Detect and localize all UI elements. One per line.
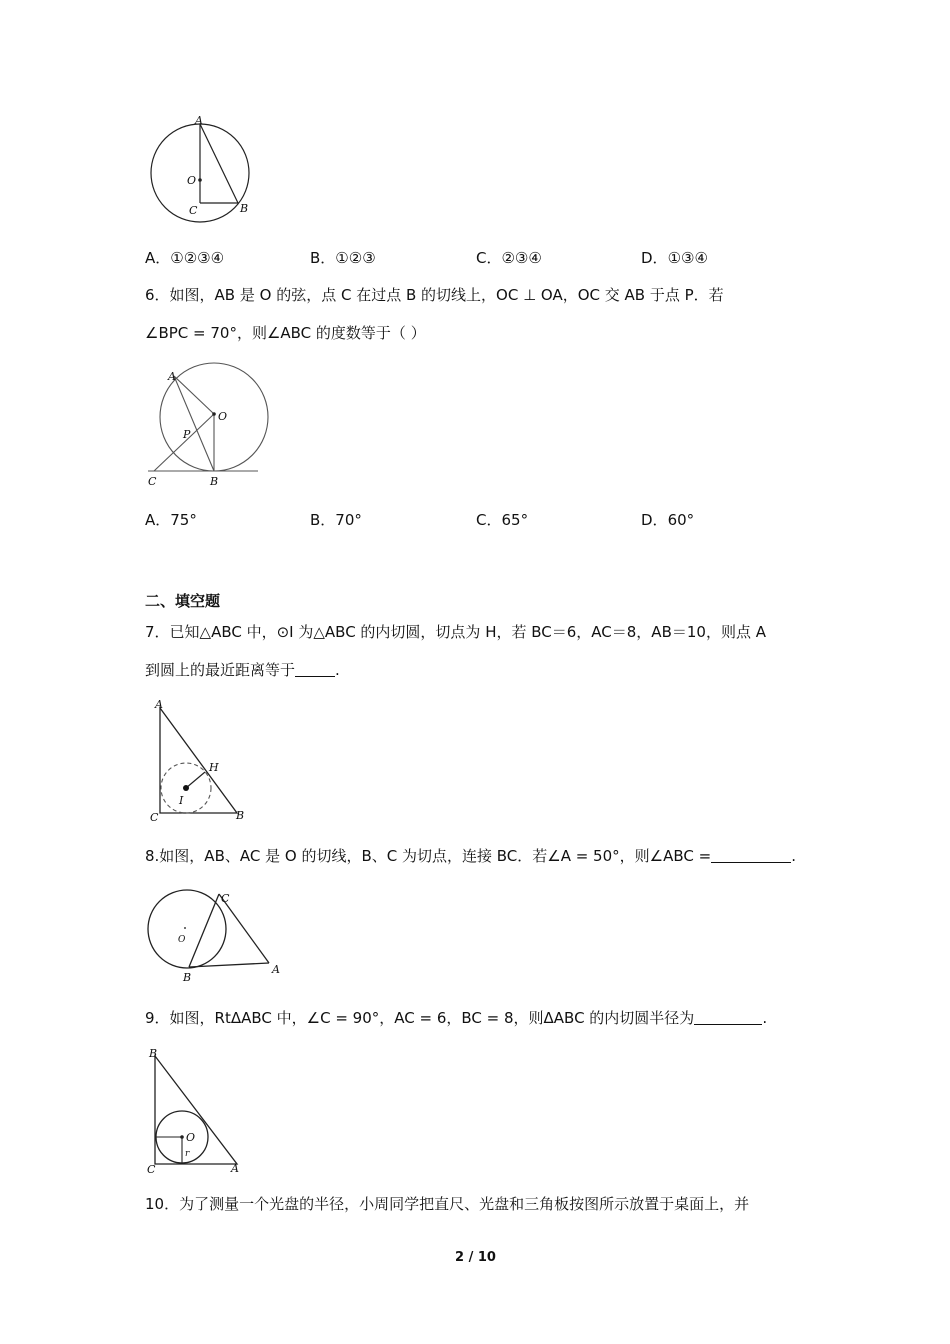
q6-figure <box>140 360 280 492</box>
q6-label-p: P <box>183 428 191 441</box>
q9-label-b: B <box>149 1047 158 1060</box>
q8-label-c: C <box>221 892 230 905</box>
q8-label-b: B <box>183 971 192 984</box>
q5-option-d-letter: D． <box>641 249 668 267</box>
q5-label-o: O <box>187 174 197 187</box>
q5-label-a: A <box>195 114 203 127</box>
q9-label-r: r <box>185 1149 190 1159</box>
q7-line2-end: . <box>335 661 340 679</box>
q6-option-d[interactable] <box>641 510 694 530</box>
q9-center-dot <box>180 1135 184 1139</box>
q7-label-c: C <box>150 811 159 824</box>
q8-answer-blank[interactable] <box>711 847 791 863</box>
q5-option-b-text: ①②③ <box>335 249 376 267</box>
q5-option-d-text: ①③④ <box>667 249 708 267</box>
q6-option-c-letter: C． <box>476 511 502 529</box>
q6-question-line1: 6．如图，AB 是 O 的弦，点 C 在过点 B 的切线上，OC ⊥ OA，OC 交 AB 于点 P．若 <box>145 286 724 304</box>
q9-question-line1 <box>145 1008 767 1028</box>
q9-label-o: O <box>186 1131 196 1144</box>
q6-center-dot <box>212 412 216 416</box>
q7-label-i: I <box>179 794 184 807</box>
q6-label-c: C <box>148 475 157 488</box>
q6-option-b-letter: B． <box>310 511 336 529</box>
q5-option-c-text: ②③④ <box>501 249 542 267</box>
q6-option-d-letter: D． <box>641 511 668 529</box>
q5-option-b[interactable] <box>310 248 376 268</box>
q8-line1-text: 8.如图，AB、AC 是 O 的切线，B、C 为切点，连接 BC．若∠A = 50°，则∠ABC = <box>145 847 712 865</box>
q5-option-c-letter: C． <box>476 249 502 267</box>
q8-figure <box>145 885 285 985</box>
q7-radius-ih <box>186 772 205 788</box>
q6-line-ao <box>174 376 214 414</box>
q6-line-ab <box>174 376 214 471</box>
q6-option-b[interactable] <box>310 510 362 530</box>
q6-option-c-text: 65° <box>501 511 529 529</box>
q10-question-line1: 10．为了测量一个光盘的半径，小周同学把直尺、光盘和三角板按图所示放置于桌面上，并 <box>145 1195 750 1213</box>
q8-label-a: A <box>272 963 280 976</box>
q7-question-line1: 7．已知△ABC 中，⊙I 为△ABC 的内切圆，切点为 H，若 BC＝6，AC＝8，AB＝10，则点 A <box>145 623 766 641</box>
q8-question-line1 <box>145 846 796 866</box>
q8-circle <box>148 890 226 968</box>
q9-triangle <box>155 1056 237 1164</box>
q8-center-dot <box>184 927 186 929</box>
q6-option-a-letter: A． <box>145 511 171 529</box>
q6-label-o: O <box>218 410 228 423</box>
q5-option-a-letter: A． <box>145 249 171 267</box>
q7-answer-blank[interactable] <box>295 661 335 677</box>
q5-label-c: C <box>189 204 198 217</box>
q5-option-a-text: ①②③④ <box>170 249 225 267</box>
q7-label-b: B <box>236 809 245 822</box>
q9-label-c: C <box>147 1163 156 1176</box>
q6-option-b-text: 70° <box>335 511 362 529</box>
q5-option-c[interactable] <box>476 248 542 268</box>
q5-option-a[interactable] <box>145 248 224 268</box>
q9-label-a: A <box>231 1162 239 1175</box>
q7-label-a: A <box>155 698 163 711</box>
q9-line1-end: . <box>762 1009 768 1027</box>
page-number: 2 / 10 <box>455 1250 496 1265</box>
q5-center-dot <box>198 178 202 182</box>
q9-answer-blank[interactable] <box>694 1009 762 1025</box>
q6-option-a-text: 75° <box>170 511 197 529</box>
q7-figure <box>145 698 255 824</box>
q7-triangle <box>160 708 237 813</box>
q5-option-d[interactable] <box>641 248 708 268</box>
q5-option-b-letter: B． <box>310 249 336 267</box>
q6-label-a: A <box>168 370 176 383</box>
q5-label-b: B <box>240 202 249 215</box>
section-title-fill-in: 二、填空题 <box>145 592 221 610</box>
q6-option-c[interactable] <box>476 510 528 530</box>
q7-center-dot <box>183 785 189 791</box>
q8-line1-end: . <box>791 847 796 865</box>
q7-question-line2 <box>145 660 340 680</box>
q5-figure <box>140 114 260 230</box>
q9-line1-text: 9．如图，RtΔABC 中，∠C = 90°，AC = 6，BC = 8，则ΔABC 的内切圆半径为 <box>145 1009 695 1027</box>
q6-label-b: B <box>210 475 219 488</box>
q6-option-a[interactable] <box>145 510 197 530</box>
q7-line2-text: 到圆上的最近距离等于 <box>145 661 296 679</box>
q6-option-d-text: 60° <box>667 511 695 529</box>
q9-figure <box>145 1046 255 1176</box>
q7-label-h: H <box>209 761 219 774</box>
q6-question-line2: ∠BPC = 70°，则∠ABC 的度数等于（ ） <box>145 324 426 342</box>
q8-label-o: O <box>178 935 186 945</box>
